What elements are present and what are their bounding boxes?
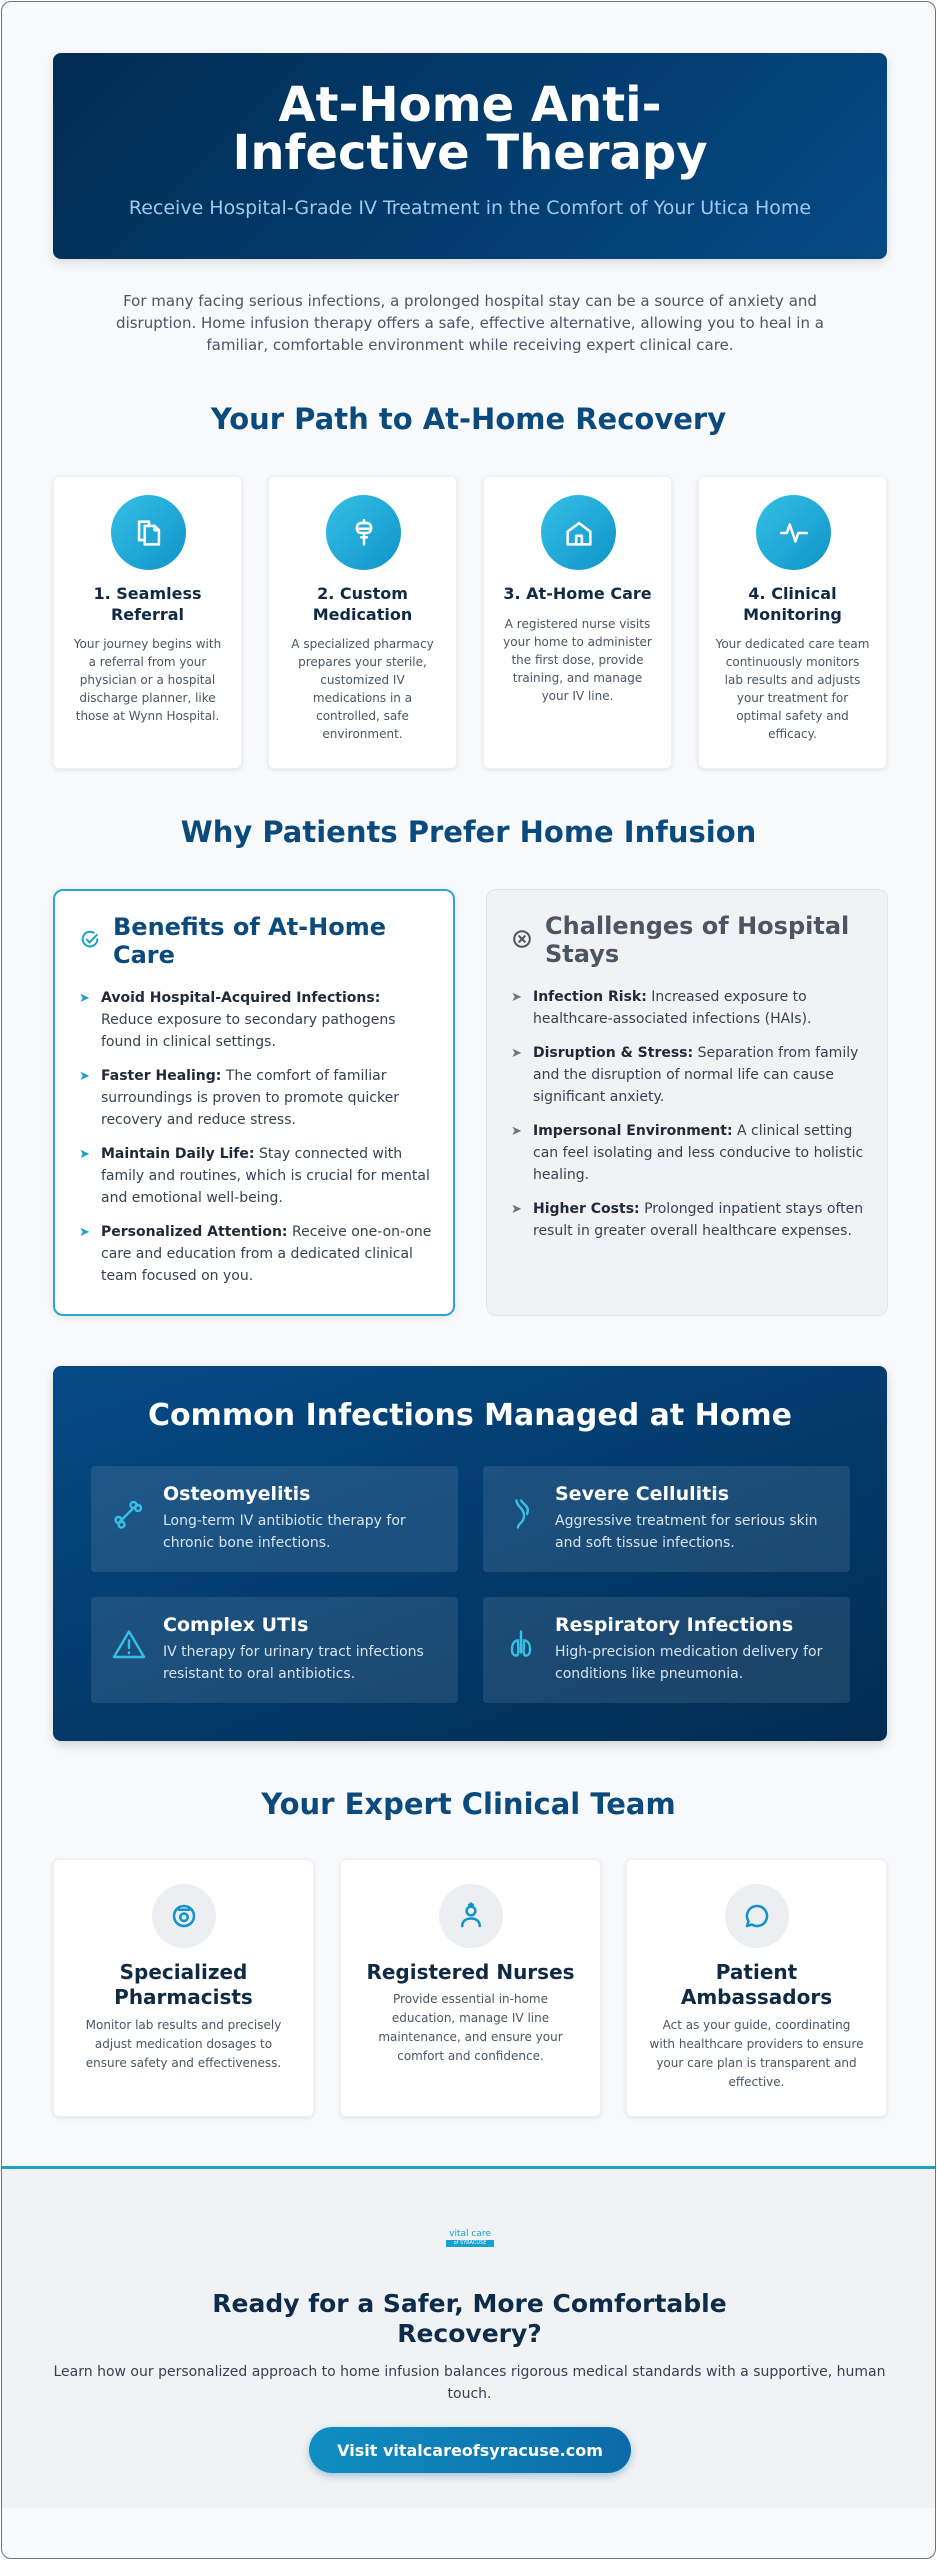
footer-text: Learn how our personalized approach to home infusion balances rigorous medical standards with a supportive, human touch. [53, 2364, 886, 2402]
step-text: A specialized pharmacy prepares your sterile, customized IV medications in a controlled, safe environment. [291, 637, 434, 741]
path-section-title: Your Path to At-Home Recovery [210, 402, 727, 436]
why-section-title: Why Patients Prefer Home Infusion [180, 815, 757, 849]
page-frame [1, 1, 936, 2559]
footer-title: Ready for a Safer, More Comfortable Recovery? [212, 2289, 727, 2348]
footer-cta-section [2, 2166, 936, 2508]
list-item: ➤ Personalized Attention: Receive one-on-one care and education from a dedicated clinical team focused on you. [79, 1224, 432, 1284]
infections-title: Common Infections Managed at Home [148, 1398, 792, 1433]
lungs-icon [503, 1627, 543, 1667]
challenges-list [511, 986, 867, 1254]
warning-icon [111, 1627, 151, 1667]
team-card-pharmacists [53, 1859, 314, 2117]
arrow-icon: ➤ [511, 990, 522, 1005]
challenges-title: Challenges of Hospital Stays [545, 912, 850, 968]
step-card-monitoring [698, 476, 887, 769]
infection-card-respiratory [483, 1597, 850, 1703]
infection-text: High-precision medication delivery for conditions like pneumonia. [555, 1644, 823, 1682]
vital-care-logo: vital care of SYRACUSE [445, 2229, 495, 2249]
step-title: 3. At-Home Care [503, 584, 652, 603]
benefits-title: Benefits of At-Home Care [113, 913, 386, 969]
nurse-icon [439, 1884, 503, 1948]
team-card-nurses [340, 1859, 601, 2117]
team-text: Monitor lab results and precisely adjust medication dosages to ensure safety and effectiveness. [85, 2018, 282, 2070]
benefits-list [79, 987, 433, 1299]
step-title: 1. Seamless Referral [93, 584, 202, 624]
step-card-referral [53, 476, 242, 769]
infection-text: Long-term IV antibiotic therapy for chronic bone infections. [163, 1513, 406, 1551]
check-circle-icon [79, 929, 101, 955]
document-icon [111, 495, 186, 570]
team-title: Patient Ambassadors [680, 1960, 833, 2009]
infection-card-cellulitis [483, 1466, 850, 1572]
team-title: Specialized Pharmacists [114, 1960, 253, 2009]
benefits-card [53, 889, 455, 1316]
bone-icon [111, 1496, 151, 1536]
team-card-ambassadors [626, 1859, 887, 2117]
list-item: ➤ Disruption & Stress: Separation from family and the disruption of normal life can cause significant anxiety. [511, 1045, 859, 1105]
list-item: ➤ Maintain Daily Life: Stay connected with family and routines, which is crucial for mental and emotional well-being. [79, 1146, 430, 1206]
list-item: ➤ Infection Risk: Increased exposure to healthcare-associated infections (HAIs). [511, 989, 812, 1027]
team-text: Provide essential in-home education, manage IV line maintenance, and ensure your comfort and confidence. [378, 1992, 563, 2063]
step-text: Your dedicated care team continuously monitors lab results and adjusts your treatment for optimal safety and efficacy. [715, 637, 870, 741]
step-card-home-care [483, 476, 672, 769]
list-item: ➤ Impersonal Environment: A clinical setting can feel isolating and less conducive to holistic healing. [511, 1123, 864, 1183]
arrow-icon: ➤ [511, 1202, 522, 1217]
pulse-icon [756, 495, 831, 570]
infection-text: Aggressive treatment for serious skin and soft tissue infections. [555, 1513, 818, 1551]
hero-banner [53, 53, 887, 259]
step-card-medication [268, 476, 457, 769]
list-item: ➤ Avoid Hospital-Acquired Infections: Reduce exposure to secondary pathogens found in clinical settings. [79, 990, 396, 1050]
chat-icon [725, 1884, 789, 1948]
x-circle-icon [511, 928, 533, 954]
iv-bag-icon [326, 495, 401, 570]
team-title: Registered Nurses [366, 1960, 575, 1984]
skin-icon [503, 1496, 543, 1536]
infections-panel [53, 1366, 887, 1741]
arrow-icon: ➤ [79, 991, 90, 1006]
team-text: Act as your guide, coordinating with healthcare providers to ensure your care plan is transparent and effective. [649, 2018, 864, 2089]
step-title: 4. Clinical Monitoring [743, 584, 842, 624]
arrow-icon: ➤ [79, 1147, 90, 1162]
step-text: Your journey begins with a referral from your physician or a hospital discharge planner, like those at Wynn Hospital. [73, 637, 222, 723]
arrow-icon: ➤ [79, 1225, 90, 1240]
hero-title: At-Home Anti-Infective Therapy [232, 77, 708, 181]
infection-name: Severe Cellulitis [555, 1483, 730, 1505]
infection-text: IV therapy for urinary tract infections resistant to oral antibiotics. [163, 1644, 424, 1682]
visit-website-button[interactable]: Visit vitalcareofsyracuse.com [309, 2427, 631, 2473]
home-icon [541, 495, 616, 570]
intro-text: For many facing serious infections, a prolonged hospital stay can be a source of anxiety and disruption. Home infusion therapy offers a safe, effective alternative, allowing you to heal in a familiar, comfortable environment while receiving expert clinical care. [116, 292, 824, 354]
infection-card-osteomyelitis [91, 1466, 458, 1572]
list-item: ➤ Faster Healing: The comfort of familiar surroundings is proven to promote quicker recovery and reduce stress. [79, 1068, 399, 1128]
step-title: 2. Custom Medication [312, 584, 413, 624]
challenges-card [486, 889, 888, 1316]
arrow-icon: ➤ [79, 1069, 90, 1084]
list-item: ➤ Higher Costs: Prolonged inpatient stays often result in greater overall healthcare expenses. [511, 1201, 864, 1239]
infection-name: Respiratory Infections [555, 1614, 794, 1636]
arrow-icon: ➤ [511, 1124, 522, 1139]
hero-subtitle: Receive Hospital-Grade IV Treatment in the Comfort of Your Utica Home [128, 197, 812, 219]
infection-name: Complex UTIs [163, 1614, 309, 1636]
pill-icon [152, 1884, 216, 1948]
arrow-icon: ➤ [511, 1046, 522, 1061]
team-section-title: Your Expert Clinical Team [261, 1787, 676, 1821]
infection-card-utis [91, 1597, 458, 1703]
infection-name: Osteomyelitis [163, 1483, 311, 1505]
step-text: A registered nurse visits your home to administer the first dose, provide training, and manage your IV line. [503, 617, 652, 703]
